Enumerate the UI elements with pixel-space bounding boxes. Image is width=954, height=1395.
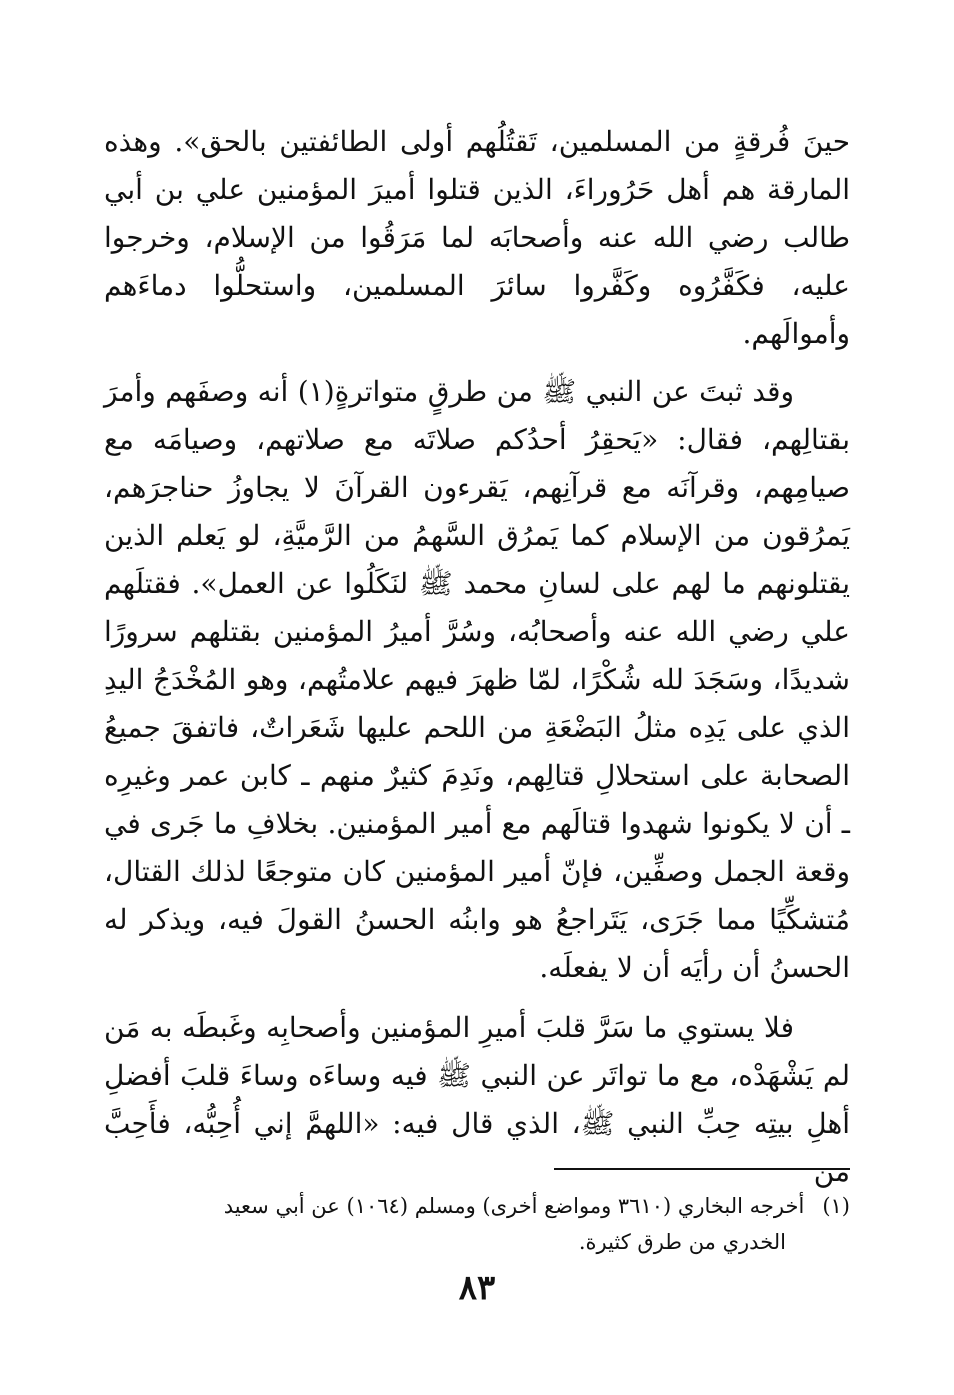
paragraph-1: حينَ فُرقةٍ من المسلمين، تَقتُلُهم أولى الطائفتين بالحق». وهذه المارقة هم أهل حَرُوراءَ، الذين قتلوا أميرَ المؤمنين علي بن أبي طالب رضي الله عنه وأصحابَه لما مَرَقُوا من الإسلام، وخرجوا عليه، فكَفَّرُوه وكَفَّروا سائرَ المسلمين، واستحلُّوا دماءَهم وأموالَهم. [104, 125, 850, 350]
main-text [104, 118, 850, 1196]
footnote [104, 1188, 850, 1260]
footnote-separator [554, 1168, 850, 1170]
paragraph-2: وقد ثبتَ عن النبي ﷺ من طرقٍ متواترةٍ(١) أنه وصفَهم وأمرَ بقتالِهم، فقال: «يَحقِرُ أحدُكم صلاتَه مع صلاتهم، وصيامَه مع صيامِهم، وقرآنَه مع قرآنِهم، يَقرءون القرآنَ لا يجاوزُ حناجرَهم، يَمرُقون من الإسلام كما يَمرُق السَّهمُ من الرَّميَّةِ، لو يَعلم الذين يقتلونهم ما لهم على لسانِ محمد ﷺ لنَكَلُوا عن العمل». فقتلَهم علي رضي الله عنه وأصحابُه، وسُرَّ أميرُ المؤمنين بقتلهم سرورًا شديدًا، وسَجَدَ لله شُكْرًا، لمّا ظهرَ فيهم علامتُهم، وهو المُخْدَجُ اليدِ الذي على يَدِه مثلُ البَضْعَةِ من اللحم عليها شَعَراتٌ، فاتفقَ جميعُ الصحابة على استحلالِ قتالِهم، ونَدِمَ كثيرٌ منهم ـ كابن عمر وغيرِه ـ أن لا يكونوا شهدوا قتالَهم مع أمير المؤمنين. بخلافِ ما جَرى في وقعة الجمل وصفِّين، فإنّ أمير المؤمنين كان متوجعًا لذلك القتال، مُتشكِّيًا مما جَرَى، يَتَراجعُ هو وابنُه الحسنُ القولَ فيه، ويذكر له الحسنُ أن رأيَه أن لا يفعلَه. [104, 375, 850, 984]
footnote-marker: (١) [822, 1194, 850, 1218]
footnote-line-2: الخدري من طرق كثيرة. [578, 1230, 786, 1254]
paragraph-3: فلا يستوي ما سَرَّ قلبَ أميرِ المؤمنين وأصحابِه وغَبطَه به مَن لم يَشْهَدْه، مع ما تواتَر عن النبي ﷺ فيه وساءَه وساءَ قلبَ أفضلِ أهلِ بيتِه حِبِّ النبي ﷺ، الذي قال فيه: «اللهمَّ إني أُحِبُّه، فأَحِبَّ من [104, 1011, 850, 1188]
page-number: ٨٣ [458, 1268, 496, 1308]
footnote-line-1: أخرجه البخاري (٣٦١٠ ومواضع أخرى) ومسلم (١٠٦٤) عن أبي سعيد [223, 1194, 805, 1218]
